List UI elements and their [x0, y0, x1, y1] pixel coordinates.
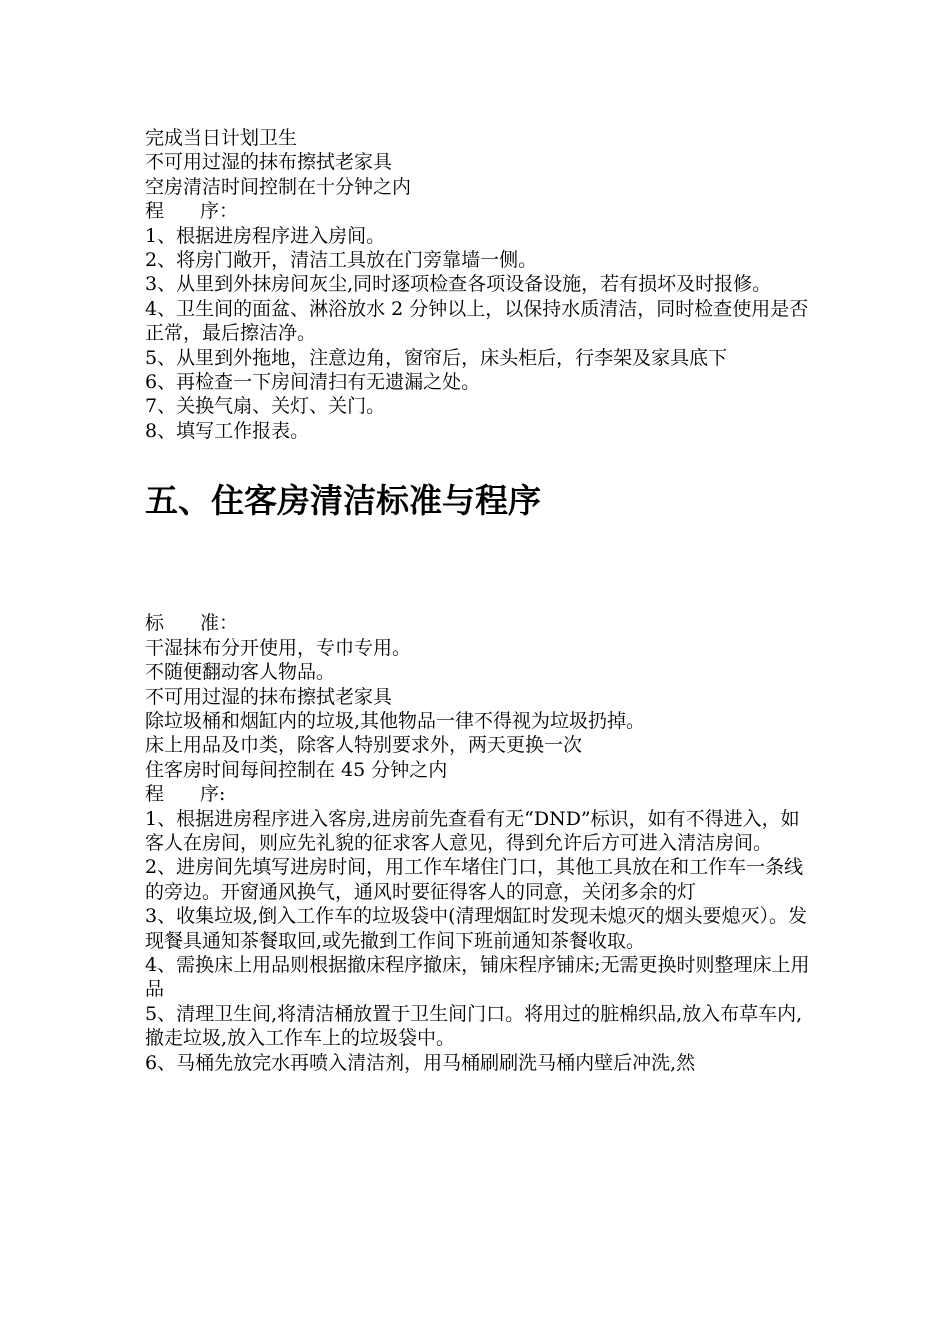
step-item: 6、马桶先放完水再喷入清洁剂，用马桶刷刷洗马桶内壁后冲洗,然: [145, 1051, 696, 1074]
standard-item: 不随便翻动客人物品。: [145, 661, 336, 684]
program-label-char: 序:: [200, 783, 226, 806]
text-line: 空房清洁时间控制在十分钟之内: [145, 175, 412, 198]
document-page: [145, 126, 815, 1075]
step-item: 8、填写工作报表。: [145, 419, 310, 442]
step-item: 1、根据进房程序进入客房,进房前先查看有无“DND”标识，如有不得进入，如客人在房间，则应先礼貌的征求客人意见，得到允许后方可进入清洁房间。: [145, 807, 800, 854]
program-label-char: 序：: [200, 200, 239, 223]
step-item: 4、需换床上用品则根据撤床程序撤床，铺床程序铺床;无需更换时则整理床上用品: [145, 953, 810, 1001]
program-label: [145, 782, 815, 806]
step-item: 5、清理卫生间,将清洁桶放置于卫生间门口。将用过的脏棉织品,放入布草车内,撤走垃圾,放入工作车上的垃圾袋中。: [145, 1002, 803, 1050]
step-item: 7、关换气扇、关灯、关门。: [145, 395, 386, 418]
standard-item: 住客房时间每间控制在 45 分钟之内: [145, 758, 448, 781]
standard-label: [145, 611, 815, 635]
step-item: 4、卫生间的面盆、淋浴放水 2 分钟以上，以保持水质清洁，同时检查使用是否正常，最后擦洁净。: [145, 297, 809, 345]
step-item: 6、再检查一下房间清扫有无遗漏之处。: [145, 371, 481, 394]
step-item: 3、从里到外抹房间灰尘,同时逐项检查各项设备设施，若有损坏及时报修。: [145, 273, 772, 296]
standard-label-char: 准：: [200, 612, 239, 635]
standard-label-char: 标: [145, 612, 165, 635]
standard-item: 床上用品及巾类，除客人特别要求外，两天更换一次: [145, 734, 583, 757]
standard-item: 干湿抹布分开使用，专巾专用。: [145, 636, 412, 659]
text-line: 不可用过湿的抹布擦拭老家具: [145, 151, 393, 174]
program-label-char: 程: [145, 783, 165, 806]
step-item: 2、进房间先填写进房时间，用工作车堵住门口，其他工具放在和工作车一条线的旁边。开窗通风换气，通风时要征得客人的同意，关闭多余的灯: [145, 856, 804, 903]
step-item: 5、从里到外拖地，注意边角，窗帘后，床头柜后，行李架及家具底下: [145, 346, 728, 369]
step-item: 3、收集垃圾,倒入工作车的垃圾袋中(清理烟缸时发现未熄灭的烟头要熄灭）。发现餐具通知茶餐取回,或先撤到工作间下班前通知茶餐收取。: [145, 905, 808, 952]
standard-item: 除垃圾桶和烟缸内的垃圾,其他物品一律不得视为垃圾扔掉。: [145, 709, 646, 732]
program-label-char: 程: [145, 200, 165, 223]
section-heading: 五、住客房清洁标准与程序: [145, 481, 541, 521]
program-label: [145, 199, 815, 223]
step-item: 2、将房门敞开，清洁工具放在门旁靠墙一侧。: [145, 249, 538, 272]
step-item: 1、根据进房程序进入房间。: [145, 224, 386, 247]
text-line: 完成当日计划卫生: [145, 127, 298, 149]
standard-item: 不可用过湿的抹布擦拭老家具: [145, 685, 393, 708]
